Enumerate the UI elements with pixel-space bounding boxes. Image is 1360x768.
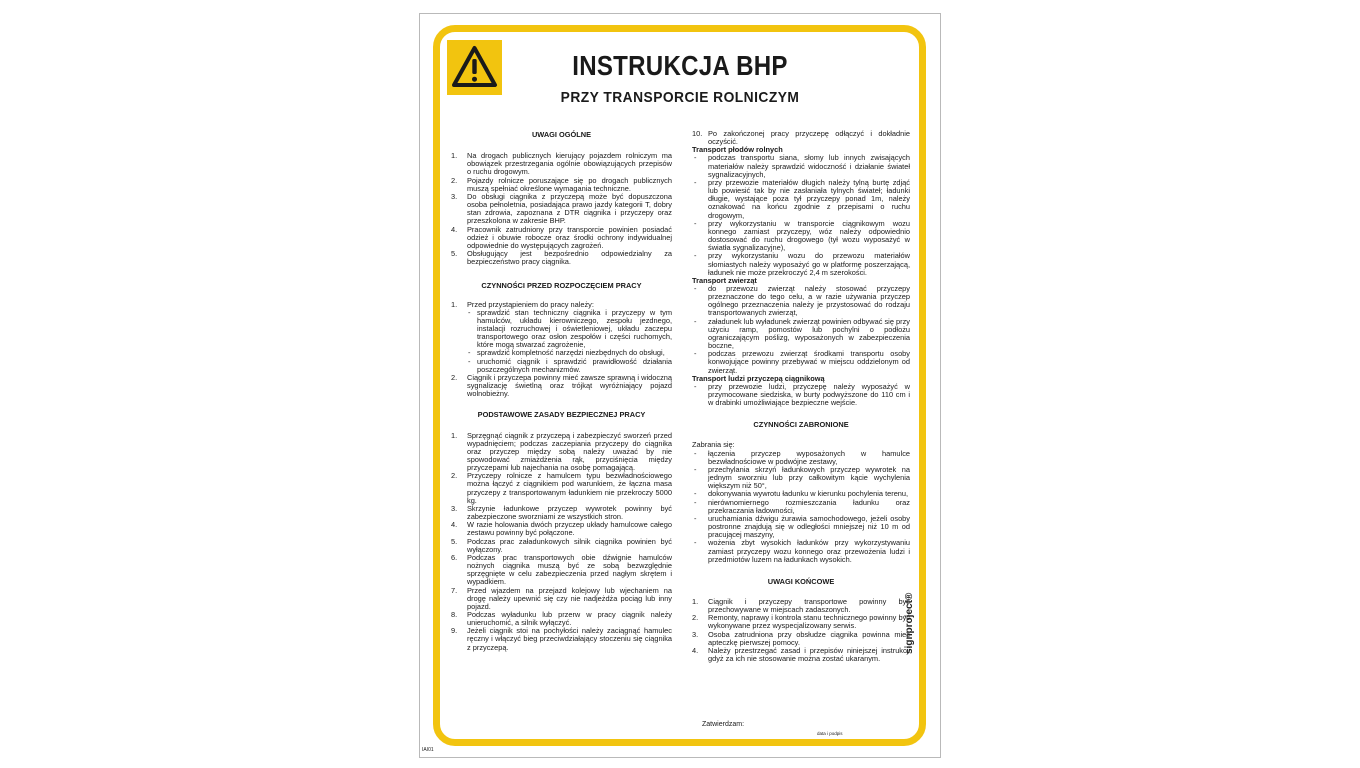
list-item: 6. Podczas prac transportowych obie dźwignie hamulców nożnych ciągnika muszą być ze sobą bezwzględnie sprzęgnięte w celu zabezpieczenia przed nagłym skrętem i wypadkiem. bbox=[451, 552, 672, 587]
signature-hint: data i podpis bbox=[817, 731, 843, 736]
brand-logo: signproject® bbox=[904, 592, 915, 654]
section-title-before-work: CZYNNOŚCI PRZED ROZPOCZĘCIEM PRACY bbox=[481, 281, 642, 291]
list-subitem: - do przewozu zwierząt należy stosować przyczepy przeznaczone do tego celu, a w razie używania przyczep ogólnego przeznaczenia należy je przystosować do rodzaju transportowanych zwierząt, bbox=[692, 285, 910, 318]
subheading-animal-transport: Transport zwierząt bbox=[692, 275, 757, 285]
page-subtitle: PRZY TRANSPORCIE ROLNICZYM bbox=[560, 89, 800, 106]
section-title-forbidden: CZYNNOŚCI ZABRONIONE bbox=[753, 420, 849, 430]
list-subitem: - sprawdzić stan techniczny ciągnika i przyczepy w tym hamulców, układu kierowniczego, zespołu jezdnego, instalacji rozruchowej i oświetleniowej, układu zaczepu transportowego oraz osłon zespołów i części ruchomych, które mogą stwarzać zagrożenie, bbox=[451, 309, 672, 350]
list-subitem: - uruchomić ciągnik i sprawdzić prawidłowość działania poszczególnych mechanizmów. bbox=[451, 358, 672, 374]
list-item: 1. Ciągnik i przyczepy transportowe powinny być przechowywane w miejscach zadaszonych. bbox=[692, 596, 910, 615]
list-subitem: - podczas przewozu zwierząt środkami transportu osoby konwojujące powinny przebywać w miejscu oddzielonym od zwierząt. bbox=[692, 350, 910, 374]
safe-work-list bbox=[451, 432, 672, 652]
list-item: 3. Skrzynie ładunkowe przyczep wywrotek powinny być zabezpieczone sworzniami ze wszystkich stron. bbox=[451, 503, 672, 522]
right-column bbox=[692, 130, 910, 663]
subheading-people-transport: Transport ludzi przyczepą ciągnikową bbox=[692, 373, 825, 383]
section-title-final: UWAGI KOŃCOWE bbox=[767, 576, 835, 586]
list-item: 4. Pracownik zatrudniony przy transporcie powinien posiadać odzież i obuwie robocze oraz środki ochrony indywidualnej odpowiednie do występujących zagrożeń. bbox=[451, 224, 672, 250]
page-title: INSTRUKCJA BHP bbox=[572, 50, 788, 81]
list-subitem: - przechylania skrzyń ładunkowych przyczep wywrotek na jednym sworzniu lub przy całkowitym kącie wychylenia większym niż 50°, bbox=[692, 466, 910, 490]
list-item: 3. Osoba zatrudniona przy obsłudze ciągnika powinna mieć apteczkę pierwszej pomocy. bbox=[692, 629, 910, 647]
list-item: 2. Przyczepy rolnicze z hamulcem typu bezwładnościowego można łączyć z ciągnikiem pod warunkiem, że łączna masa przyczepy z transportowanym ładunkiem nie przekroczy 5000 kg. bbox=[451, 471, 672, 505]
list-item: 4. Należy przestrzegać zasad i przepisów niniejszej instrukcji gdyż za ich nie stosowanie można zostać ukaranym. bbox=[692, 645, 910, 664]
forbidden-list bbox=[692, 450, 910, 564]
list-item: 5. Obsługujący jest bezpośrednio odpowiedzialny za bezpieczeństwo pracy ciągnika. bbox=[451, 249, 672, 267]
list-item: 2. Remonty, naprawy i kontrola stanu technicznego powinny być wykonywane przez wyspecjalizowany serwis. bbox=[692, 613, 910, 631]
animal-transport-list bbox=[692, 285, 910, 375]
forbidden-intro: Zabrania się: bbox=[692, 440, 735, 450]
left-column bbox=[451, 126, 672, 652]
list-item: 1. Przed przystąpieniem do pracy należy: bbox=[451, 299, 594, 309]
list-subitem: - wożenia zbyt wysokich ładunków przy wykorzystywaniu zamiast przyczepy wozu konnego oraz przewożenia ludzi i przedmiotów luzem na ładunkach wysokich. bbox=[692, 539, 910, 563]
list-subitem: - uruchamiania dźwigu żurawia samochodowego, jeżeli osoby postronne znajdują się w odległości mniejszej niż 10 m od pracującej maszyny, bbox=[692, 515, 910, 539]
crops-transport-list bbox=[692, 154, 910, 276]
list-item: 9. Jeżeli ciągnik stoi na pochyłości należy zaciągnąć hamulec ręczny i włączyć bieg przeciwdziałający stoczeniu się ciągnika z przyczepą. bbox=[451, 626, 672, 652]
list-subitem: - przy przewozie ludzi, przyczepę należy wyposażyć w przymocowane siedziska, w burty podwyższone do 110 cm i w drabinki umożliwiające bezpieczne wejście. bbox=[692, 383, 910, 407]
list-subitem: - nierównomiernego rozmieszczania ładunku oraz przekraczania ładowności, bbox=[692, 499, 910, 515]
safety-instruction-sign bbox=[419, 13, 941, 758]
list-item: 2. Ciągnik i przyczepa powinny mieć zawsze sprawną i widoczną sygnalizację świetlną oraz trójkąt wyróżniający pojazd wolnobieżny. bbox=[451, 372, 672, 399]
list-item: 2. Pojazdy rolnicze poruszające się po drogach publicznych muszą spełniać określone wymagania techniczne. bbox=[451, 175, 672, 193]
product-code: IAI01 bbox=[422, 747, 434, 753]
list-item: 10. Po zakończonej pracy przyczepę odłączyć i dokładnie oczyścić. bbox=[692, 129, 910, 147]
people-transport-list bbox=[692, 383, 910, 407]
list-subitem: - łączenia przyczep wyposażonych w hamulce bezwładnościowe w podwójne zestawy, bbox=[692, 450, 910, 466]
list-subitem: - dokonywania wywrotu ładunku w kierunku pochylenia terenu, bbox=[692, 490, 910, 498]
list-subitem: - podczas transportu siana, słomy lub innych zwisających materiałów należy sprawdzić widoczność i działanie świateł sygnalizacyjnych, bbox=[692, 154, 910, 178]
list-subitem: - sprawdzić kompletność narzędzi niezbędnych do obsługi, bbox=[451, 349, 672, 357]
final-remarks-list bbox=[692, 598, 910, 663]
list-item: 3. Do obsługi ciągnika z przyczepą może być dopuszczona osoba pełnoletnia, posiadająca prawo jazdy kategorii T, dobry stan zdrowia, zapoznana z DTR ciągnika i przyczepy oraz przeszkolona w zakresie BHP. bbox=[451, 191, 672, 226]
warning-triangle-icon bbox=[447, 40, 502, 95]
section-title-general: UWAGI OGÓLNE bbox=[531, 130, 592, 139]
list-subitem: - przy wykorzystaniu wozu do przewozu materiałów słomiastych należy wyposażyć go w platformę poszerzającą, ładunek nie może przekroczyć 2,4 m szerokości. bbox=[692, 252, 910, 276]
list-item: 5. Podczas prac załadunkowych silnik ciągnika powinien być wyłączony. bbox=[451, 536, 672, 554]
subheading-crops-transport: Transport płodów rolnych bbox=[692, 145, 783, 155]
list-item: 4. W razie holowania dwóch przyczep układy hamulcowe całego zestawu powinny być połączone. bbox=[451, 520, 672, 538]
approval-label: Zatwierdzam: bbox=[702, 721, 745, 728]
list-subitem: - załadunek lub wyładunek zwierząt powinien odbywać się przy użyciu ramp, pomostów lub pochylni o podłożu ograniczającym poślizg, wyposażonych w zabezpieczenia boczne, bbox=[692, 318, 910, 351]
list-subitem: - przy wykorzystaniu w transporcie ciągnikowym wozu konnego zamiast przyczepy, wóz należy odpowiednio dostosować do ruchu drogowego (tył wozu wyposażyć w światła sygnalizacyjne), bbox=[692, 220, 910, 253]
general-remarks-list bbox=[451, 152, 672, 266]
list-item: 1. Na drogach publicznych kierujący pojazdem rolniczym ma obowiązek przestrzegania ogólnie obowiązujących przepisów o ruchu drogowym. bbox=[451, 151, 672, 177]
list-item: 8. Podczas wyładunku lub przerw w pracy ciągnik należy unieruchomić, a silnik wyłączyć. bbox=[451, 609, 672, 628]
safe-work-list-continued bbox=[692, 130, 910, 146]
before-work-list bbox=[451, 301, 672, 399]
list-subitem: - przy przewozie materiałów długich należy tylną burtę zdjąć lub powiesić tak by nie zasłaniała tylnych świateł; ładunki długie, wystające poza tył przyczepy ponad 1m, należy oznakować na końcu zgodnie z przepisami o ruchu drogowym, bbox=[692, 179, 910, 220]
section-title-safe-work: PODSTAWOWE ZASADY BEZPIECZNEJ PRACY bbox=[477, 410, 646, 420]
list-item: 7. Przed wjazdem na przejazd kolejowy lub wjechaniem na drogę należy upewnić się czy nie nadjeżdża pociąg lub inny pojazd. bbox=[451, 585, 672, 611]
list-item: 1. Sprzęgnąć ciągnik z przyczepą i zabezpieczyć sworzeń przed wypadnięciem; podczas zaczepiania przyczepy do ciągnika oraz przyczep między sobą należy uważać by nie spowodować zmiażdżenia rąk, przyciśnięcia między przyczepami lub najechania na osobę pomagającą. bbox=[451, 430, 672, 473]
